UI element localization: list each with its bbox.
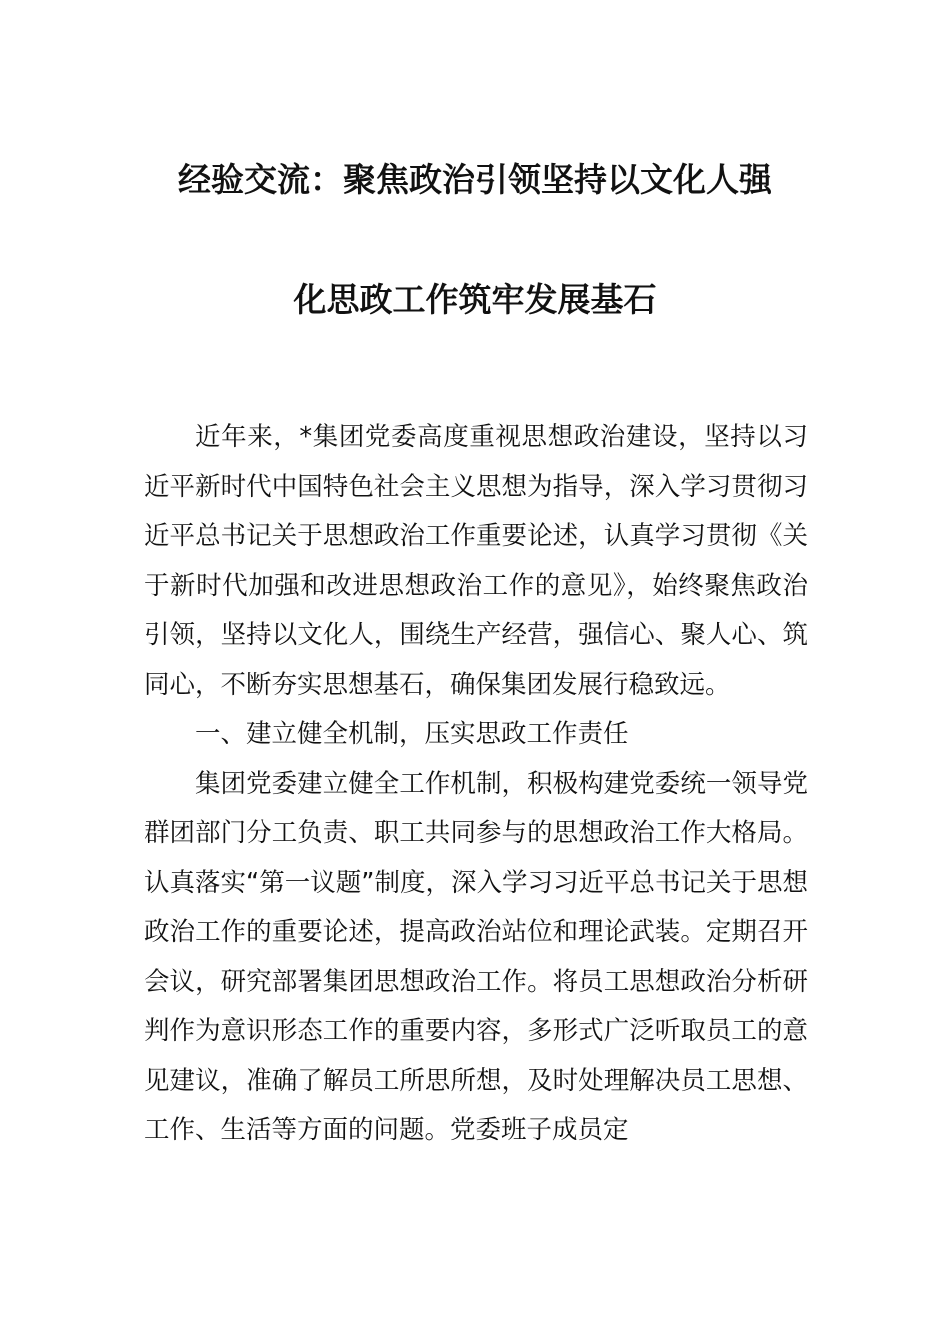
document-title-line-1: 经验交流：聚焦政治引领坚持以文化人强 (178, 160, 772, 199)
document-title-line-2: 化思政工作筑牢发展基石 (293, 280, 657, 319)
section-heading-1: 一、建立健全机制，压实思政工作责任 (195, 719, 629, 749)
document-body (144, 413, 808, 1156)
paragraph-section-1: 集团党委建立健全工作机制，积极构建党委统一领导党群团部门分工负责、职工共同参与的思想政治工作大格局。认真落实“第一议题”制度，深入学习习近平总书记关于思想政治工作的重要论述，提高政治站位和理论武装。定期召开会议，研究部署集团思想政治工作。将员工思想政治分析研判作为意识形态工作的重要内容，多形式广泛听取员工的意见建议，准确了解员工所思所想，及时处理解决员工思想、工作、生活等方面的问题。党委班子成员定 (144, 768, 808, 1145)
paragraph-intro: 近年来，*集团党委高度重视思想政治建设，坚持以习近平新时代中国特色社会主义思想为指导，深入学习贯彻习近平总书记关于思想政治工作重要论述，认真学习贯彻《关于新时代加强和改进思想政治工作的意见》，始终聚焦政治引领，坚持以文化人，围绕生产经营，强信心、聚人心、筑同心，不断夯实思想基石，确保集团发展行稳致远。 (144, 422, 808, 700)
